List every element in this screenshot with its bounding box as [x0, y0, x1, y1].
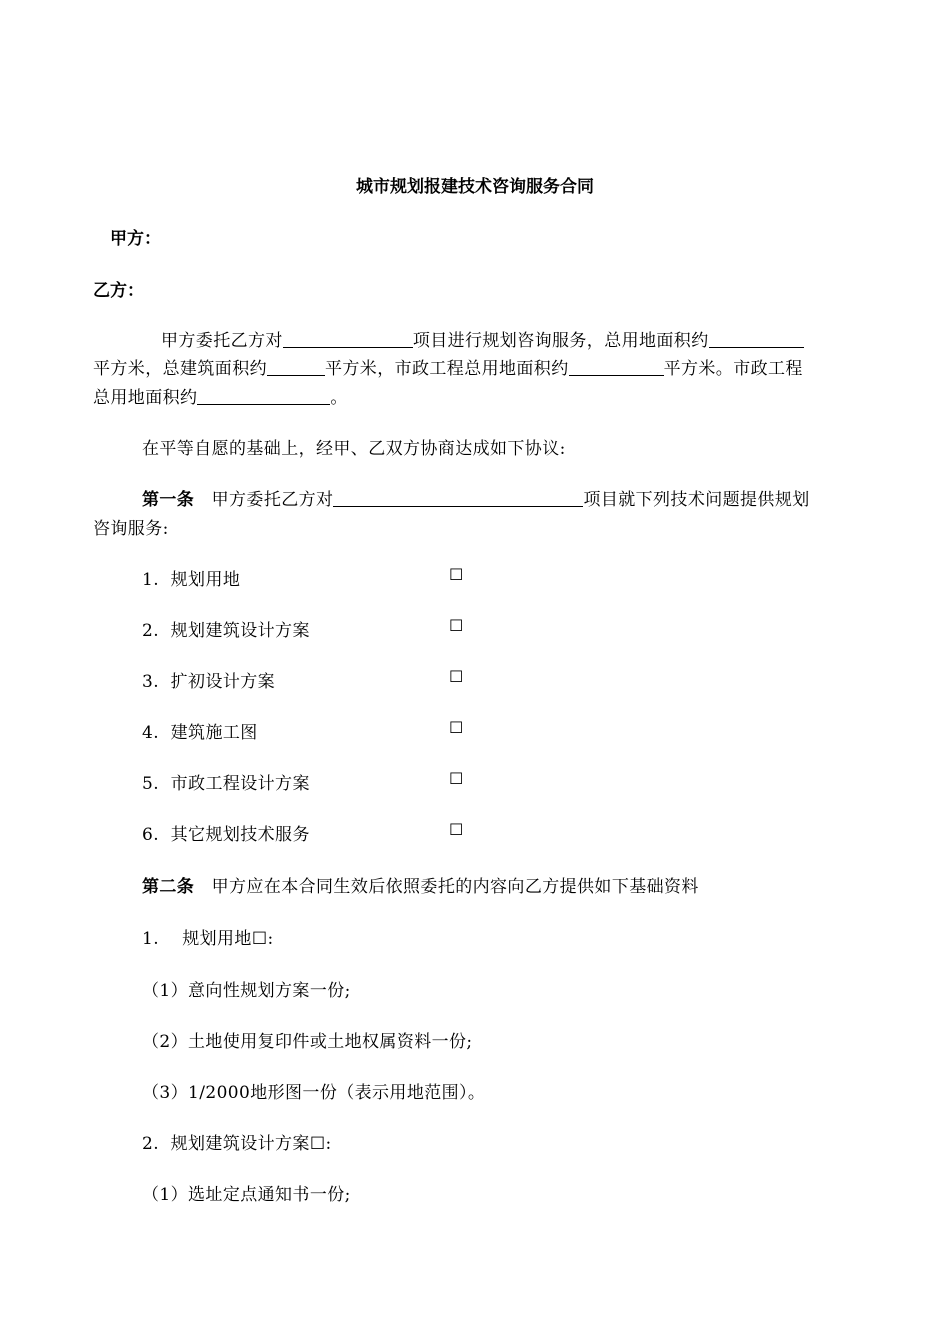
item-label: 规划建筑设计方案 [170, 621, 310, 641]
checkbox[interactable]: ☐ [449, 769, 464, 788]
article-1-text: 项目就下列技术问题提供规划 [583, 490, 810, 510]
intro-line-2 [93, 354, 803, 379]
article-1-line-1 [142, 485, 810, 510]
checkbox[interactable]: ☐ [449, 718, 464, 737]
list-item: （1）选址定点通知书一份; [142, 1185, 351, 1205]
list-item: （2）土地使用复印件或土地权属资料一份; [142, 1032, 473, 1052]
list-item [142, 769, 310, 794]
intro-text: 平方米，总建筑面积约 [93, 359, 267, 379]
intro-text: 平方米。市政工程 [663, 359, 803, 379]
intro-text: 。 [330, 388, 348, 408]
checkbox[interactable]: ☐ [449, 667, 464, 686]
list-item [142, 820, 310, 845]
intro-text: 总用地面积约 [93, 388, 198, 408]
checkbox[interactable]: ☐ [449, 565, 464, 584]
section-2-heading: 2. 规划建筑设计方案☐: [142, 1134, 332, 1154]
item-label: 建筑施工图 [170, 723, 258, 743]
project-name-blank[interactable] [283, 331, 413, 348]
intro-text: 项目进行规划咨询服务，总用地面积约 [412, 331, 709, 351]
article-2-text: 甲方应在本合同生效后依照委托的内容向乙方提供如下基础资料 [211, 877, 699, 897]
article-1-project-blank[interactable] [333, 490, 583, 507]
municipal-total-blank[interactable] [197, 388, 330, 405]
item-label: 市政工程设计方案 [170, 774, 310, 794]
section-1-heading: 1. 规划用地☐: [142, 929, 274, 949]
list-item [142, 616, 310, 641]
item-number: 1. [142, 570, 160, 590]
item-label: 其它规划技术服务 [170, 825, 310, 845]
list-item [142, 718, 258, 743]
article-1-label: 第一条 [142, 490, 195, 510]
item-number: 5. [142, 774, 160, 794]
article-1-text: 甲方委托乙方对 [211, 490, 334, 510]
checkbox[interactable]: ☐ [449, 616, 464, 635]
party-b-label: 乙方： [93, 281, 144, 301]
party-a-label: 甲方： [110, 229, 161, 249]
list-item [142, 565, 240, 590]
building-area-blank[interactable] [267, 359, 325, 376]
municipal-area-blank[interactable] [569, 359, 664, 376]
land-area-blank[interactable] [709, 331, 804, 348]
list-item: （3）1/2000地形图一份（表示用地范围）。 [142, 1083, 486, 1103]
item-number: 2. [142, 621, 160, 641]
checkbox[interactable]: ☐ [449, 820, 464, 839]
article-2-line [142, 872, 699, 897]
item-label: 扩初设计方案 [170, 672, 276, 692]
item-number: 3. [142, 672, 160, 692]
intro-text: 平方米，市政工程总用地面积约 [325, 359, 569, 379]
list-item: （1）意向性规划方案一份; [142, 981, 351, 1001]
preamble: 在平等自愿的基础上，经甲、乙双方协商达成如下协议: [142, 439, 566, 459]
article-2-label: 第二条 [142, 877, 195, 897]
intro-line-3 [93, 383, 348, 408]
list-item [142, 667, 275, 692]
item-number: 6. [142, 825, 160, 845]
document-title: 城市规划报建技术咨询服务合同 [356, 177, 594, 197]
item-number: 4. [142, 723, 160, 743]
intro-text: 甲方委托乙方对 [161, 331, 283, 351]
article-1-line-2: 咨询服务: [93, 519, 169, 539]
intro-line-1 [161, 326, 804, 351]
item-label: 规划用地 [170, 570, 241, 590]
